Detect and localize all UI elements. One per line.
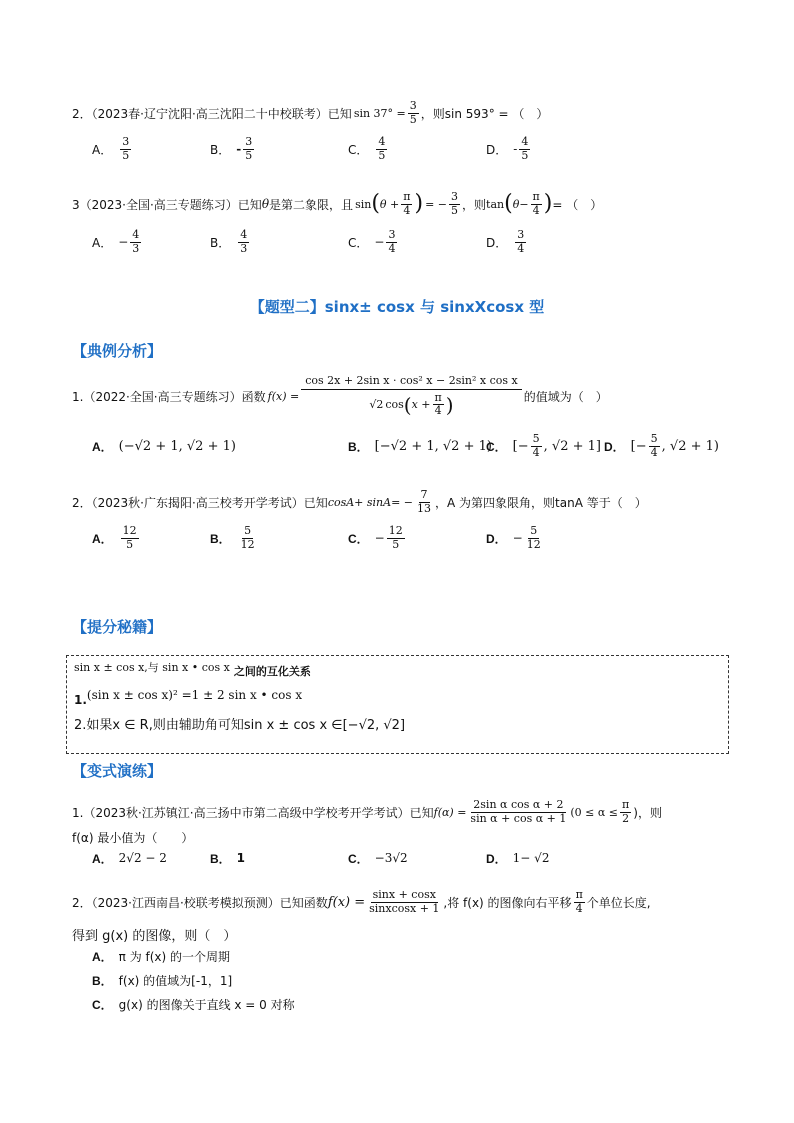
fraction — [649, 433, 660, 458]
numerator: π — [403, 190, 411, 204]
denominator: 12 — [240, 537, 255, 551]
fraction — [401, 191, 412, 216]
option-text: 1− √2 — [512, 851, 550, 865]
numerator: sinx + cosx — [372, 888, 436, 902]
option-sign: − — [374, 531, 385, 545]
fraction — [367, 889, 441, 914]
denominator: 5 — [126, 537, 134, 551]
option-b[interactable] — [210, 224, 251, 260]
section-tips-heading: 【提分秘籍】 — [72, 618, 163, 636]
tips-line-2 — [74, 684, 302, 706]
option-letter: C． — [348, 851, 369, 866]
numerator: π — [434, 390, 442, 404]
question-mid: ,将 f(x) 的图像向右平移 — [443, 895, 572, 910]
numerator: 4 — [132, 228, 140, 242]
practice-2-line-2 — [72, 924, 236, 944]
option-b[interactable] — [348, 430, 492, 462]
option-b[interactable] — [210, 131, 256, 167]
denominator: 5 — [378, 148, 386, 162]
question-ask: ，则sin 593° = （ ） — [420, 106, 549, 121]
option-text: π 为 f(x) 的一个周期 — [118, 949, 231, 964]
option-sign: − — [374, 235, 385, 249]
fraction — [387, 525, 405, 550]
question-3-top — [72, 186, 602, 222]
option-c[interactable] — [348, 224, 399, 260]
denominator: 4 — [575, 901, 583, 915]
denominator: 3 — [132, 241, 140, 255]
fraction — [433, 392, 444, 417]
option-b[interactable] — [92, 970, 232, 990]
denominator: 5 — [392, 537, 400, 551]
numerator: 3 — [122, 135, 130, 149]
option-d[interactable] — [604, 426, 719, 466]
numerator: 3 — [517, 228, 525, 242]
numerator: 5 — [532, 432, 540, 446]
option-letter: B． — [210, 142, 231, 157]
fraction — [239, 525, 257, 550]
option-letter: A． — [92, 531, 113, 546]
option-c[interactable] — [92, 994, 295, 1014]
cos-text: cos — [385, 397, 404, 411]
left-paren: ( — [371, 191, 380, 216]
given-expression: cosA+ sinA= − — [327, 495, 414, 509]
condition-pre: (0 ≤ α ≤ — [570, 805, 619, 819]
fraction — [386, 229, 397, 254]
fraction — [238, 229, 249, 254]
sqrt-two: √2 — [369, 397, 384, 411]
fraction — [121, 525, 139, 550]
question-text-mid: 是第二象限，且 — [269, 197, 354, 212]
tips-text: 之间的互化关系 — [233, 665, 311, 678]
denominator: 4 — [434, 404, 442, 418]
option-b[interactable] — [210, 520, 259, 556]
option-a[interactable] — [92, 946, 230, 966]
option-text-post: , √2 + 1) — [661, 438, 719, 454]
denominator: 12 — [526, 537, 541, 551]
denominator: 2 — [622, 811, 630, 825]
numerator: cos 2x + 2sin x · cos² x − 2sin² x cos x — [301, 375, 522, 390]
option-d[interactable] — [486, 520, 545, 556]
left-paren: ( — [504, 191, 513, 216]
function-name: f(x) = — [327, 894, 366, 910]
fraction — [120, 136, 131, 161]
option-letter: A． — [92, 851, 113, 866]
option-b[interactable] — [210, 848, 245, 868]
option-text: f(x) 的值域为[-1，1] — [118, 973, 233, 988]
practice-2 — [72, 882, 651, 922]
option-a[interactable] — [92, 224, 143, 260]
question-ask: 的值域为（ ） — [523, 389, 608, 404]
option-text: 1 — [236, 851, 246, 865]
fraction — [415, 489, 433, 514]
question-ask: 得到 g(x) 的图像，则（ ） — [72, 928, 237, 944]
left-paren: ( — [403, 392, 412, 417]
denominator: 4 — [517, 241, 525, 255]
option-text: g(x) 的图像关于直线 x = 0 对称 — [118, 997, 295, 1012]
option-d[interactable] — [486, 224, 528, 260]
function-name: f(x) = — [267, 389, 300, 403]
option-letter: A． — [92, 235, 113, 250]
tan-expression: tan — [486, 197, 505, 211]
question-ask: ，A 为第四象限角，则tanA 等于（ ） — [435, 495, 647, 510]
inner-expression: x + — [411, 397, 431, 411]
right-paren: ) — [445, 392, 454, 417]
tips-text: 2.如果x ∈ R,则由辅助角可知sin x ± cos x ∈[−√2, √2] — [74, 717, 406, 733]
question-text: 1.（2023秋·江苏镇江·高三扬中市第二高级中学校考开学考试）已知 — [72, 805, 434, 820]
option-letter: D． — [486, 235, 508, 250]
denominator: 5 — [521, 148, 529, 162]
section-practice-heading: 【变式演练】 — [72, 762, 163, 780]
inner-expression: θ + — [379, 197, 400, 211]
question-text: 2．（2023秋·广东揭阳·高三校考开学考试）已知 — [72, 495, 328, 510]
option-sign: − — [118, 235, 129, 249]
option-text: 2√2 − 2 — [118, 851, 167, 865]
option-c[interactable] — [348, 131, 389, 167]
denominator: 13 — [417, 501, 432, 515]
numerator: 4 — [521, 135, 529, 149]
option-sign: - — [513, 142, 518, 156]
option-letter: D． — [486, 851, 507, 866]
numerator: 5 — [530, 524, 538, 538]
tips-number: 1. — [74, 693, 87, 707]
option-a[interactable] — [92, 131, 133, 167]
option-c[interactable] — [348, 848, 408, 868]
option-text: [−√2 + 1, √2 + 1) — [374, 438, 492, 454]
option-sign: - — [236, 142, 242, 156]
option-letter: D． — [604, 439, 625, 454]
option-d[interactable] — [486, 848, 549, 868]
option-letter: C． — [348, 142, 369, 157]
theta-symbol: θ — [261, 197, 270, 211]
numerator: 12 — [122, 524, 137, 538]
equals: = − — [425, 197, 448, 211]
given-expression: sin 37° = — [353, 106, 406, 120]
option-letter: D． — [486, 142, 508, 157]
tips-line-1 — [74, 658, 311, 676]
right-paren: ) — [414, 191, 424, 216]
question-2-top — [72, 97, 548, 129]
option-letter: A． — [92, 142, 113, 157]
tips-math: (sin x ± cos x)² =1 ± 2 sin x • cos x — [86, 688, 303, 702]
option-sign: − — [512, 531, 523, 545]
section-example-heading: 【典例分析】 — [72, 342, 163, 360]
big-fraction — [301, 375, 522, 417]
option-letter: B． — [210, 531, 231, 546]
numerator: 7 — [420, 488, 428, 502]
practice-1-line-2 — [72, 828, 193, 846]
question-text: 1.（2022·全国·高三专题练习）函数 — [72, 389, 266, 404]
option-text-post: , √2 + 1] — [543, 438, 601, 454]
sin-expression: sin — [355, 197, 372, 211]
option-letter: B． — [92, 973, 113, 988]
fraction — [376, 136, 387, 161]
denominator: sinxcosx + 1 — [369, 901, 440, 915]
fraction — [130, 229, 141, 254]
fraction — [449, 191, 460, 216]
fraction — [408, 100, 419, 125]
option-a[interactable] — [92, 848, 167, 868]
numerator: π — [575, 888, 583, 902]
fraction — [525, 525, 543, 550]
denominator: 4 — [388, 241, 396, 255]
denominator: 5 — [245, 148, 253, 162]
option-a[interactable] — [92, 520, 141, 556]
question-end: 个单位长度, — [586, 895, 651, 910]
option-c[interactable] — [348, 520, 407, 556]
numerator: 4 — [378, 135, 386, 149]
option-letter: C． — [486, 439, 507, 454]
fraction — [515, 229, 526, 254]
fraction — [519, 136, 530, 161]
denominator — [367, 390, 455, 417]
option-letter: C． — [348, 531, 369, 546]
numerator: 5 — [244, 524, 252, 538]
option-letter: C． — [348, 235, 369, 250]
question-text: 3（2023·全国·高三专题练习）已知 — [72, 197, 262, 212]
numerator: 3 — [409, 99, 417, 113]
option-letter: B． — [210, 235, 231, 250]
option-text: −3√2 — [374, 851, 408, 865]
then-text: ，则 — [462, 197, 487, 212]
numerator: 3 — [451, 190, 459, 204]
option-text-pre: [− — [512, 438, 529, 454]
question-text: 2．（2023春·辽宁沈阳·高三沈阳二十中校联考）已知 — [72, 106, 352, 121]
denominator: 4 — [403, 203, 411, 217]
option-letter: B． — [348, 439, 369, 454]
denominator: sin α + cos α + 1 — [470, 811, 567, 825]
question-ask: = （ ） — [552, 197, 603, 212]
denominator: 5 — [122, 148, 130, 162]
tips-line-3 — [74, 712, 405, 734]
numerator: 3 — [245, 135, 253, 149]
example-1 — [72, 368, 608, 424]
condition-post: )，则 — [633, 805, 662, 820]
option-d[interactable] — [486, 131, 532, 167]
option-text: (−√2 + 1, √2 + 1) — [118, 438, 236, 454]
numerator: 12 — [388, 524, 403, 538]
denominator: 3 — [240, 241, 248, 255]
tips-math: sin x ± cos x,与 sin x • cos x — [74, 661, 230, 674]
numerator: 5 — [650, 432, 658, 446]
fraction — [620, 799, 631, 824]
numerator: 2sin α cos α + 2 — [473, 798, 564, 812]
fraction — [468, 799, 568, 824]
denominator: 4 — [532, 445, 540, 459]
denominator: 5 — [451, 203, 459, 217]
numerator: π — [532, 190, 540, 204]
fraction — [574, 889, 585, 914]
denominator: 5 — [409, 112, 417, 126]
function-name: f(α) = — [433, 805, 467, 819]
right-paren: ) — [543, 191, 553, 216]
option-letter: D． — [486, 531, 507, 546]
numerator: 4 — [240, 228, 248, 242]
inner-expression: θ− — [512, 197, 529, 211]
practice-1 — [72, 792, 662, 832]
question-text: 2．（2023·江西南昌·校联考模拟预测）已知函数 — [72, 895, 328, 910]
option-letter: A． — [92, 949, 113, 964]
question-ask: f(α) 最小值为（ ） — [72, 830, 194, 845]
denominator: 4 — [532, 203, 540, 217]
example-2 — [72, 484, 647, 520]
option-letter: A． — [92, 439, 113, 454]
option-a[interactable] — [92, 430, 236, 462]
denominator: 4 — [650, 445, 658, 459]
numerator: π — [622, 798, 630, 812]
option-letter: C． — [92, 997, 113, 1012]
option-text-pre: [− — [630, 438, 647, 454]
option-letter: B． — [210, 851, 231, 866]
option-c[interactable] — [486, 426, 601, 466]
section-type2-title: 【题型二】sinx± cosx 与 sinxXcosx 型 — [249, 298, 545, 316]
numerator: 3 — [388, 228, 396, 242]
fraction — [243, 136, 254, 161]
fraction — [531, 191, 542, 216]
fraction — [531, 433, 542, 458]
